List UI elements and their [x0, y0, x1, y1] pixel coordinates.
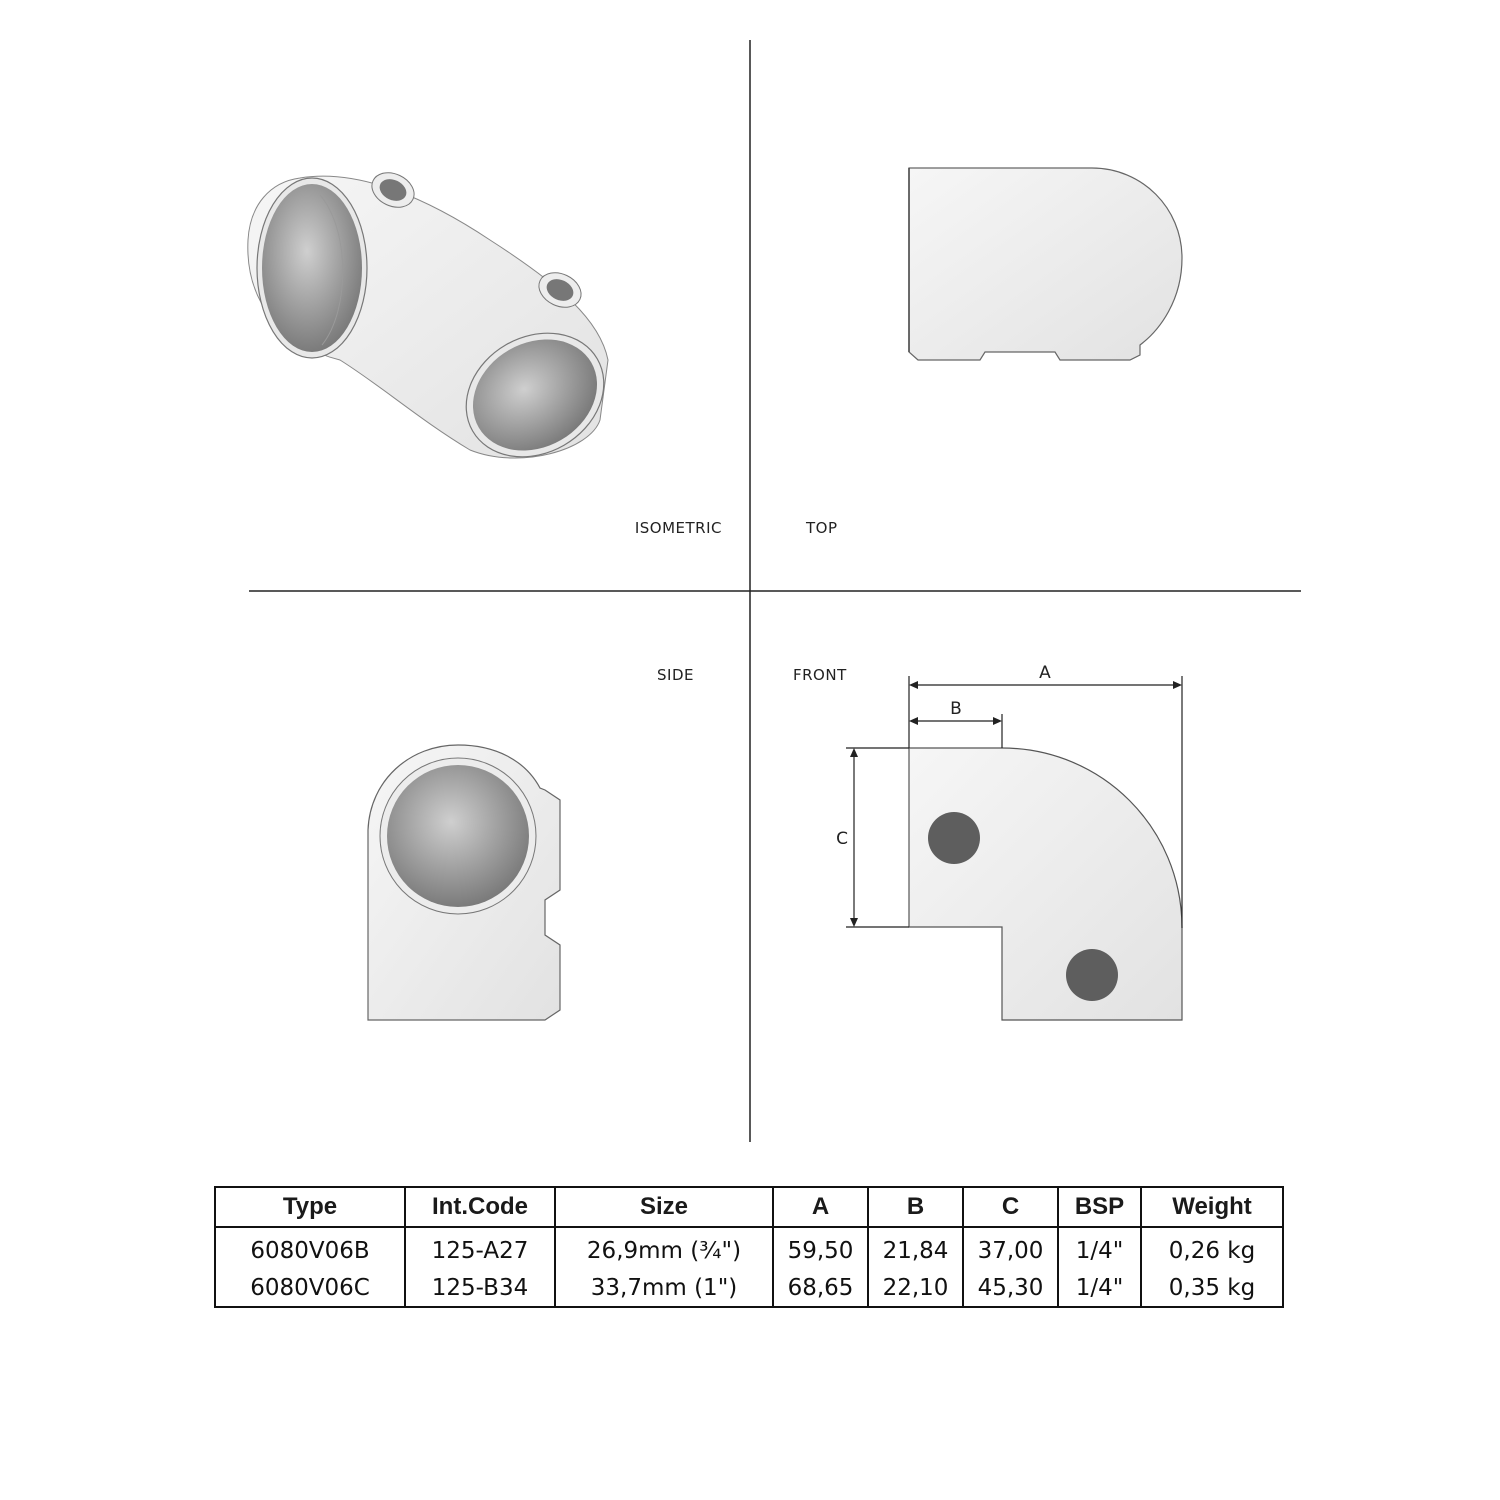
side-label: SIDE [657, 666, 694, 684]
cell-weight: 0,35 kg [1141, 1269, 1283, 1307]
spec-table [214, 1186, 1284, 1308]
front-view [909, 748, 1182, 1020]
header-bsp: BSP [1058, 1187, 1141, 1227]
cell-type: 6080V06B [250, 1237, 370, 1264]
cell-weight: 0,26 kg [1141, 1227, 1283, 1269]
cell-size: 33,7mm (1") [555, 1269, 773, 1307]
cell-c: 45,30 [963, 1269, 1058, 1307]
cell-c: 37,00 [963, 1227, 1058, 1269]
dimension-b-label: B [950, 699, 962, 719]
cell-type: 6080V06C [250, 1274, 370, 1301]
dimension-b [909, 714, 1002, 748]
cell-a: 68,65 [773, 1269, 868, 1307]
cell-int-code: 125-A27 [405, 1227, 555, 1269]
cell-int-code: 125-B34 [405, 1269, 555, 1307]
header-c: C [963, 1187, 1058, 1227]
dimension-c-label: C [836, 829, 848, 849]
table-row [215, 1227, 1283, 1269]
side-view [368, 745, 560, 1020]
cell-b: 21,84 [868, 1227, 963, 1269]
isometric-label: ISOMETRIC [634, 519, 722, 537]
header-a: A [773, 1187, 868, 1227]
front-label: FRONT [793, 666, 847, 684]
header-int-code: Int.Code [405, 1187, 555, 1227]
dimension-c [846, 748, 909, 927]
header-weight: Weight [1141, 1187, 1283, 1227]
top-view [909, 168, 1182, 360]
header-b: B [868, 1187, 963, 1227]
table-header-row [215, 1187, 1283, 1227]
dimension-a-label: A [1039, 663, 1051, 683]
cell-size: 26,9mm (¾") [555, 1227, 773, 1269]
top-label: TOP [806, 519, 838, 537]
table-row [215, 1269, 1283, 1307]
isometric-view [248, 166, 627, 481]
header-size: Size [555, 1187, 773, 1227]
cell-a: 59,50 [773, 1227, 868, 1269]
cell-b: 22,10 [868, 1269, 963, 1307]
cell-bsp: 1/4" [1058, 1269, 1141, 1307]
cell-bsp: 1/4" [1058, 1227, 1141, 1269]
header-type: Type [215, 1187, 405, 1227]
